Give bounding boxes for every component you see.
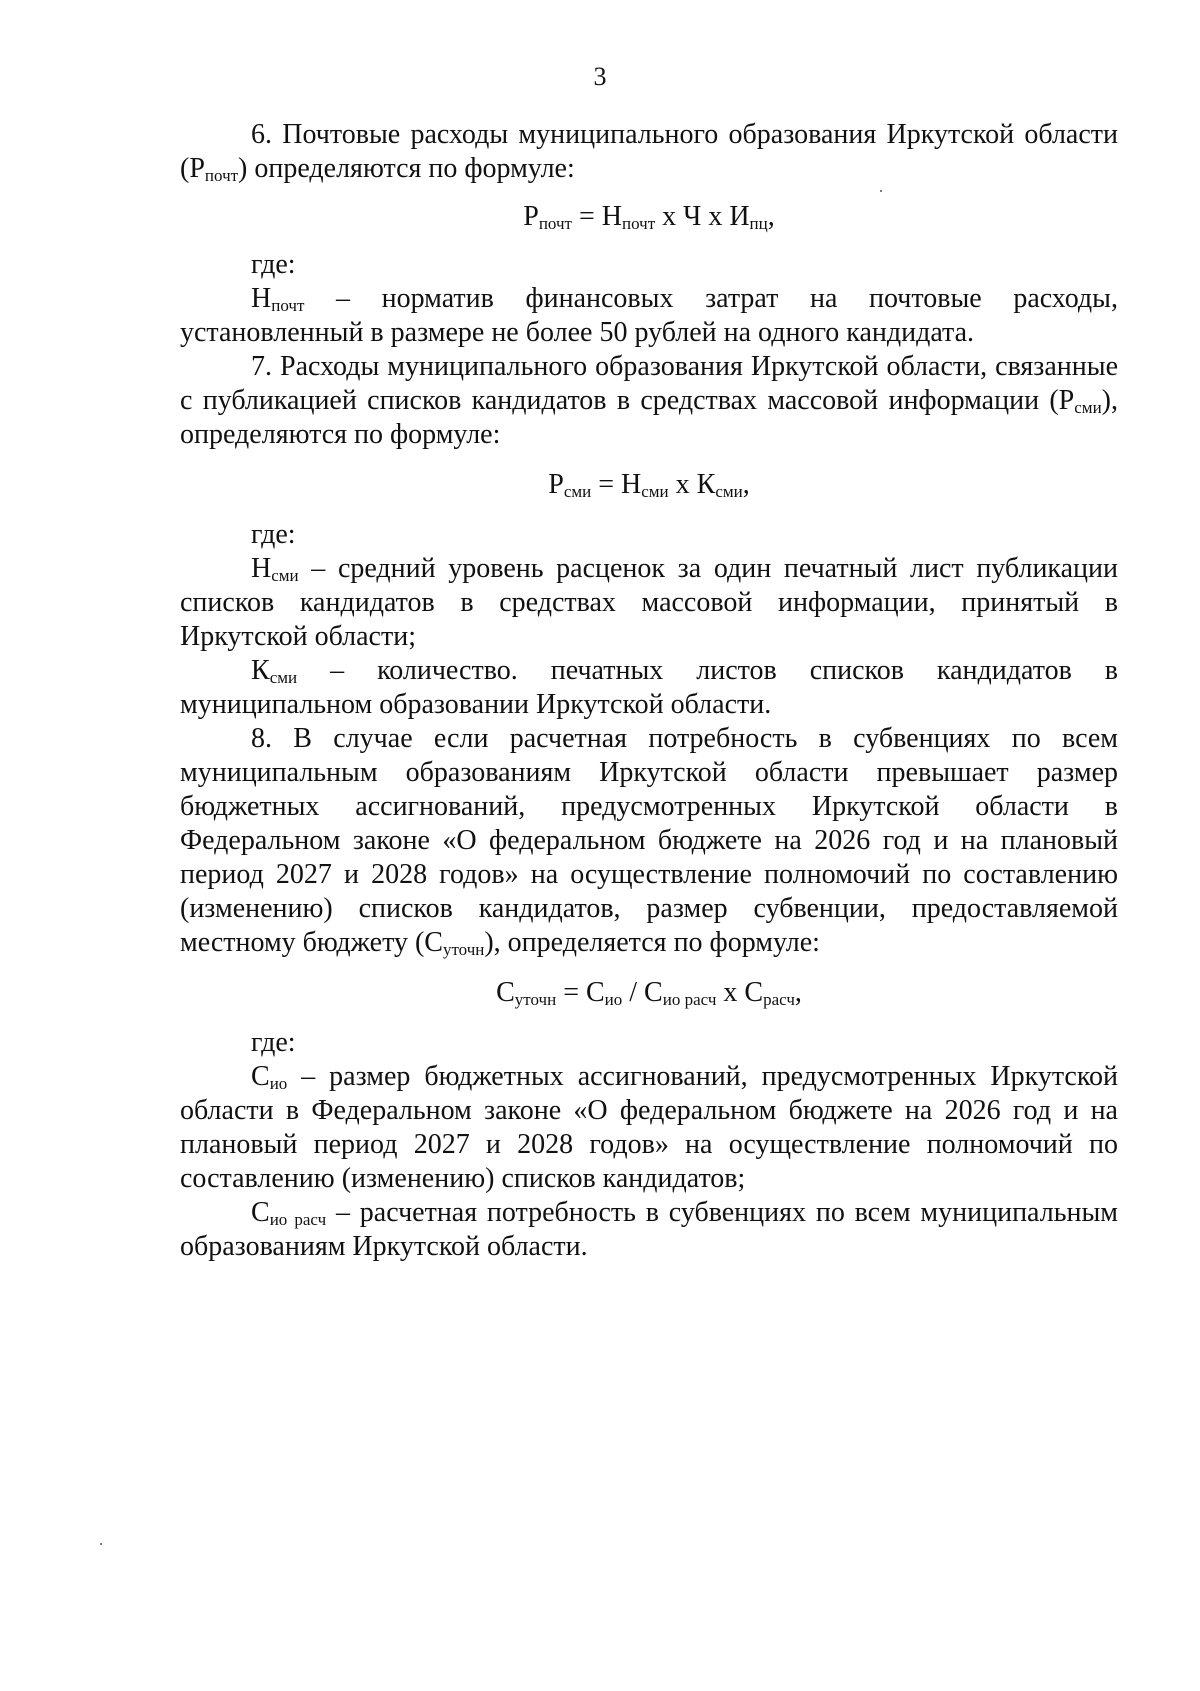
item-7-text: 7. Расходы муниципального образования Иркутской области, связанные с публикацией списков кандидатов в средствах массовой информации (Р <box>180 351 1118 416</box>
def-c-io-calc-text: – расчетная потребность в субвенциях по всем муниципальным образованиям Иркутской области. <box>180 1197 1118 1262</box>
formula-postal-lhs-sub: почт <box>538 214 572 233</box>
def-k-smi-text: – количество. печатных листов списков кандидатов в муниципальном образовании Иркутской области. <box>180 655 1118 720</box>
def-k-smi-sub: сми <box>269 668 298 687</box>
item-7-paragraph <box>180 350 1118 452</box>
formula-postal-lhs: Р <box>523 201 539 232</box>
item-8-tail: ), определяется по формуле: <box>484 927 820 958</box>
def-n-postal-text1: – норматив финансовых затрат на почтовые расходы, <box>304 283 1118 314</box>
def-c-io-symbol: С <box>251 1061 270 1092</box>
formula-smi-n-sub: сми <box>641 482 669 501</box>
formula-clar-lhs-sub: уточн <box>514 990 557 1009</box>
item-6-line2 <box>180 152 1118 186</box>
formula-postal-i-sub: пц <box>749 214 768 233</box>
def-n-smi-text: – средний уровень расценок за один печатный лист публикации списков кандидатов в средствах массовой информации, принятый в Иркутской области; <box>180 553 1118 652</box>
item-8-sub: уточн <box>442 940 485 959</box>
formula-smi-lhs: Р <box>548 469 564 500</box>
scan-speck <box>880 190 882 192</box>
item-8-text: 8. В случае если расчетная потребность в субвенциях по всем муниципальным образованиям Иркутской области превышает размер бюджетных ассигнований, предусмотренных Иркутской области в Федеральном законе «О федеральном бюджете на 2026 год и на плановый период 2027 и 2028 годов» на осуществление полномочий по составлению (изменению) списков кандидатов, размер субвенции, предоставляемой местному бюджету (С <box>180 723 1118 958</box>
formula-clarified-subvention <box>180 976 1118 1010</box>
formula-smi-lhs-sub: сми <box>563 482 592 501</box>
def-n-smi-symbol: Н <box>251 553 272 584</box>
formula-smi-mid: х К <box>668 469 716 500</box>
def-c-io-sub: ио <box>269 1074 288 1093</box>
def-c-io-calc-sub: ио расч <box>269 1210 327 1229</box>
def-n-postal-sub: почт <box>271 296 305 315</box>
formula-smi-eq: = Н <box>591 469 642 500</box>
page-number: 3 <box>593 62 607 91</box>
item-6-line1 <box>180 118 1118 152</box>
formula-clar-io-sub: ио <box>604 990 623 1009</box>
formula-clar-eq: = С <box>556 977 605 1008</box>
def-n-postal-line1 <box>180 282 1118 316</box>
item-6-tail: ) определяются по формуле: <box>238 153 575 184</box>
formula-clar-calc-sub: расч <box>763 990 795 1009</box>
def-c-io-calc <box>180 1196 1118 1264</box>
def-k-smi <box>180 654 1118 722</box>
where-label-3: где: <box>251 1027 296 1058</box>
formula-smi <box>180 468 1118 502</box>
def-n-smi <box>180 552 1118 654</box>
formula-postal-end: , <box>767 201 775 232</box>
formula-clar-lhs: С <box>496 977 515 1008</box>
def-c-io <box>180 1060 1118 1196</box>
def-n-smi-sub: сми <box>271 566 299 585</box>
where-label-1: где: <box>251 249 296 280</box>
formula-clar-div: / С <box>622 977 663 1008</box>
def-n-postal-line2: установленный в размере не более 50 рублей на одного кандидата. <box>180 317 975 348</box>
formula-postal-mid: х Ч х И <box>655 201 750 232</box>
formula-smi-end: , <box>742 469 750 500</box>
formula-postal-n-sub: почт <box>621 214 656 233</box>
def-c-io-calc-symbol: С <box>251 1197 270 1228</box>
item-7-tail: ), определяются по формуле: <box>180 385 1118 450</box>
item-6-subscript: почт <box>204 166 239 185</box>
formula-smi-k-sub: сми <box>715 482 743 501</box>
def-k-smi-symbol: К <box>251 655 270 686</box>
item-8-paragraph <box>180 722 1118 960</box>
formula-clar-mid: х С <box>716 977 764 1008</box>
formula-clar-io-calc-sub: ио расч <box>662 990 717 1009</box>
formula-postal-eq: = Н <box>571 201 622 232</box>
formula-postal <box>180 200 1118 234</box>
item-6-symbol: (Р <box>180 153 205 184</box>
where-label-2: где: <box>251 519 296 550</box>
item-7-sub: сми <box>1074 398 1102 417</box>
def-n-postal-symbol: Н <box>251 283 272 314</box>
formula-clar-end: , <box>794 977 802 1008</box>
document-body <box>180 118 1118 1264</box>
item-6-text: 6. Почтовые расходы муниципального образования Иркутской области <box>251 119 1118 150</box>
scan-speck <box>100 1543 102 1545</box>
def-c-io-text: – размер бюджетных ассигнований, предусмотренных Иркутской области в Федеральном законе «О федеральном бюджете на 2026 год и на плановый период 2027 и 2028 годов» на осуществление полномочий по составлению (изменению) списков кандидатов; <box>180 1061 1118 1194</box>
